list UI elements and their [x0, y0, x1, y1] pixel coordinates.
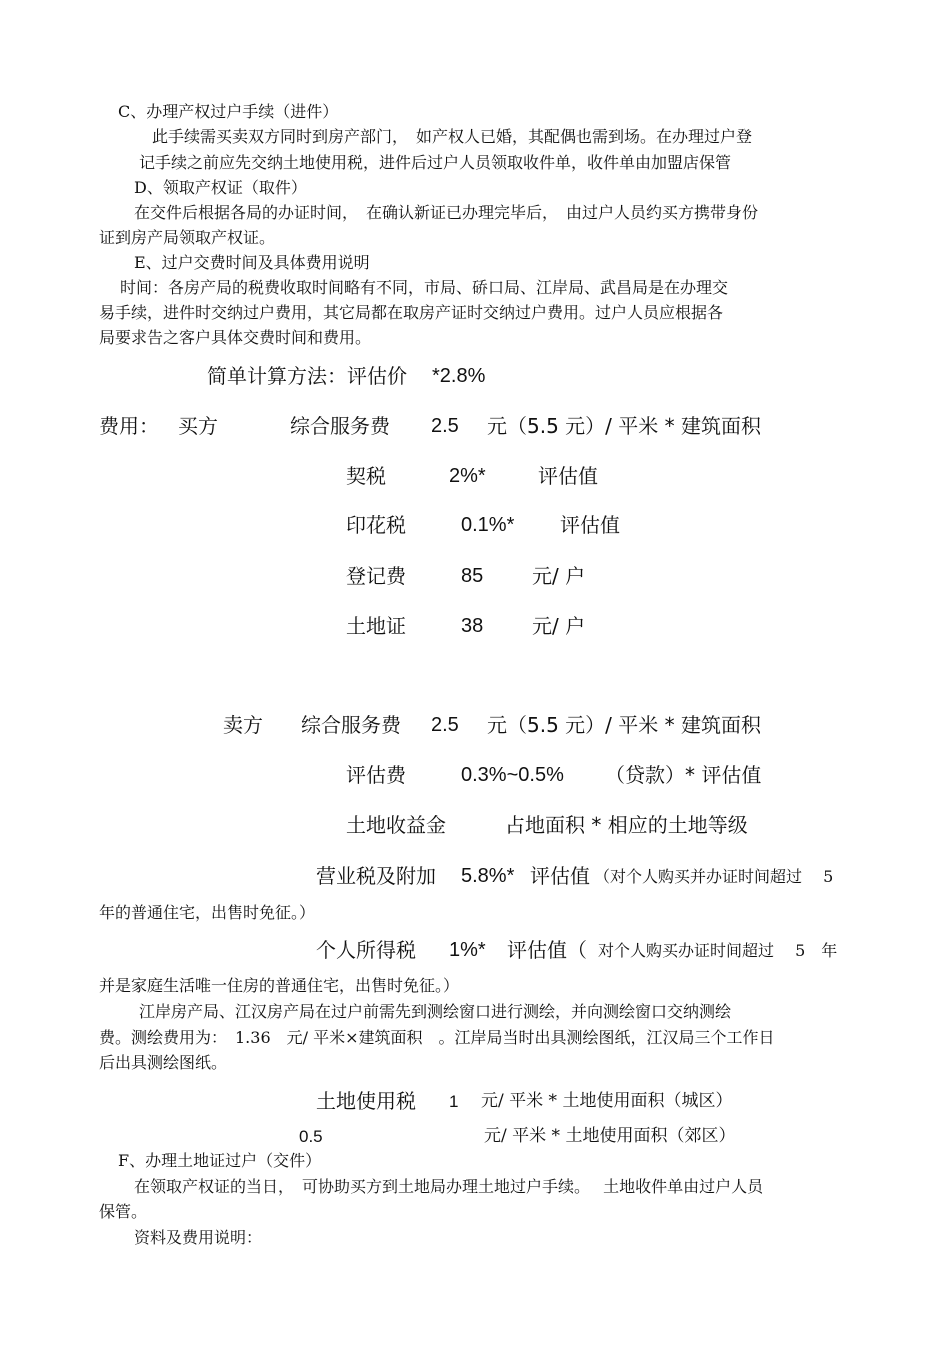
- business-tax-note-1: （对个人购买并办证时间超过 5: [594, 867, 834, 886]
- assessment-fee-label: 评估费: [346, 763, 406, 787]
- deed-tax-base: 评估值: [538, 464, 598, 488]
- land-use-tax-label: 土地使用税: [316, 1089, 416, 1113]
- income-tax-value: 1%*: [449, 939, 486, 961]
- seller-service-unit: 元（5.5 元）/ 平米 * 建筑面积: [487, 713, 761, 737]
- buyer-service-value: 2.5: [431, 415, 459, 437]
- stamp-tax-value: 0.1%*: [461, 514, 515, 536]
- survey-line-2: 费。测绘费用为： 1.36 元/ 平米×建筑面积 。江岸局当时出具测绘图纸，江汉局三个工作日: [99, 1028, 775, 1047]
- income-tax-base: 评估值（: [507, 938, 587, 962]
- land-use-tax-unit-urban: 元/ 平米 * 土地使用面积（城区）: [481, 1091, 733, 1111]
- business-tax-base: 评估值: [530, 864, 590, 888]
- registration-fee-value: 85: [461, 565, 484, 587]
- land-use-tax-value-urban: 1: [449, 1092, 459, 1111]
- registration-fee-unit: 元/ 户: [532, 564, 586, 588]
- survey-line-1: 江岸房产局、江汉房产局在过户前需先到测绘窗口进行测绘，并向测绘窗口交纳测绘: [139, 1002, 732, 1021]
- stamp-tax-base: 评估值: [560, 513, 620, 537]
- income-tax-label: 个人所得税: [316, 938, 416, 962]
- section-e-line-2: 易手续，进件时交纳过户费用，其它局都在取房产证时交纳过户费用。过户人员应根据各: [99, 303, 724, 322]
- section-f-title: F、办理土地证过户（交件）: [118, 1151, 322, 1170]
- land-use-tax-unit-suburb: 元/ 平米 * 土地使用面积（郊区）: [484, 1126, 736, 1146]
- buyer-party: 买方: [178, 414, 218, 438]
- section-d-line-2: 证到房产局领取产权证。: [99, 228, 276, 247]
- stamp-tax-label: 印花税: [346, 513, 406, 537]
- business-tax-note-2: 年的普通住宅，出售时免征。）: [99, 903, 316, 922]
- section-c-line-2: 记手续之前应先交纳土地使用税，进件后过户人员领取收件单，收件单由加盟店保管: [139, 153, 732, 172]
- income-tax-note-2: 并是家庭生活唯一住房的普通住宅，出售时免征。）: [99, 976, 460, 995]
- seller-service-value: 2.5: [431, 714, 459, 736]
- land-use-tax-value-suburb: 0.5: [299, 1127, 323, 1146]
- seller-party: 卖方: [223, 713, 263, 737]
- deed-tax-label: 契税: [346, 464, 386, 488]
- seller-service-label: 综合服务费: [301, 713, 401, 737]
- section-c-line-1: 此手续需买卖双方同时到房产部门， 如产权人已婚，其配偶也需到场。在办理过户登: [152, 127, 753, 146]
- formula-label: 简单计算方法：评估价: [207, 364, 407, 388]
- land-cert-value: 38: [461, 615, 484, 637]
- registration-fee-label: 登记费: [346, 564, 406, 588]
- section-e-title: E、过户交费时间及具体费用说明: [134, 253, 370, 272]
- business-tax-value: 5.8%*: [461, 865, 515, 887]
- buyer-service-unit: 元（5.5 元）/ 平米 * 建筑面积: [487, 414, 761, 438]
- land-revenue-value: 占地面积 * 相应的土地等级: [505, 813, 748, 837]
- fee-label: 费用：: [99, 414, 159, 438]
- section-d-line-1: 在交件后根据各局的办证时间， 在确认新证已办理完毕后， 由过户人员约买方携带身份: [134, 203, 759, 222]
- assessment-fee-value: 0.3%~0.5%: [461, 764, 564, 786]
- section-f-materials: 资料及费用说明：: [134, 1228, 263, 1247]
- section-f-line-2: 保管。: [99, 1202, 148, 1221]
- assessment-fee-note: （贷款）* 评估值: [605, 763, 762, 787]
- buyer-service-label: 综合服务费: [290, 414, 390, 438]
- land-cert-unit: 元/ 户: [532, 614, 586, 638]
- survey-line-3: 后出具测绘图纸。: [99, 1053, 228, 1072]
- formula-value: *2.8%: [432, 365, 486, 387]
- section-f-line-1: 在领取产权证的当日， 可协助买方到土地局办理土地过户手续。 土地收件单由过户人员: [134, 1177, 764, 1196]
- income-tax-note-1: 对个人购买办证时间超过 5 年: [598, 941, 838, 960]
- section-e-line-1: 时间：各房产局的税费收取时间略有不同，市局、硚口局、江岸局、武昌局是在办理交: [120, 278, 729, 297]
- section-c-title: C、办理产权过户手续（进件）: [118, 102, 339, 121]
- section-d-title: D、领取产权证（取件）: [134, 178, 307, 197]
- section-e-line-3: 局要求告之客户具体交费时间和费用。: [99, 328, 372, 347]
- land-revenue-label: 土地收益金: [346, 813, 446, 837]
- land-cert-label: 土地证: [346, 614, 406, 638]
- deed-tax-value: 2%*: [449, 465, 486, 487]
- business-tax-label: 营业税及附加: [316, 864, 436, 888]
